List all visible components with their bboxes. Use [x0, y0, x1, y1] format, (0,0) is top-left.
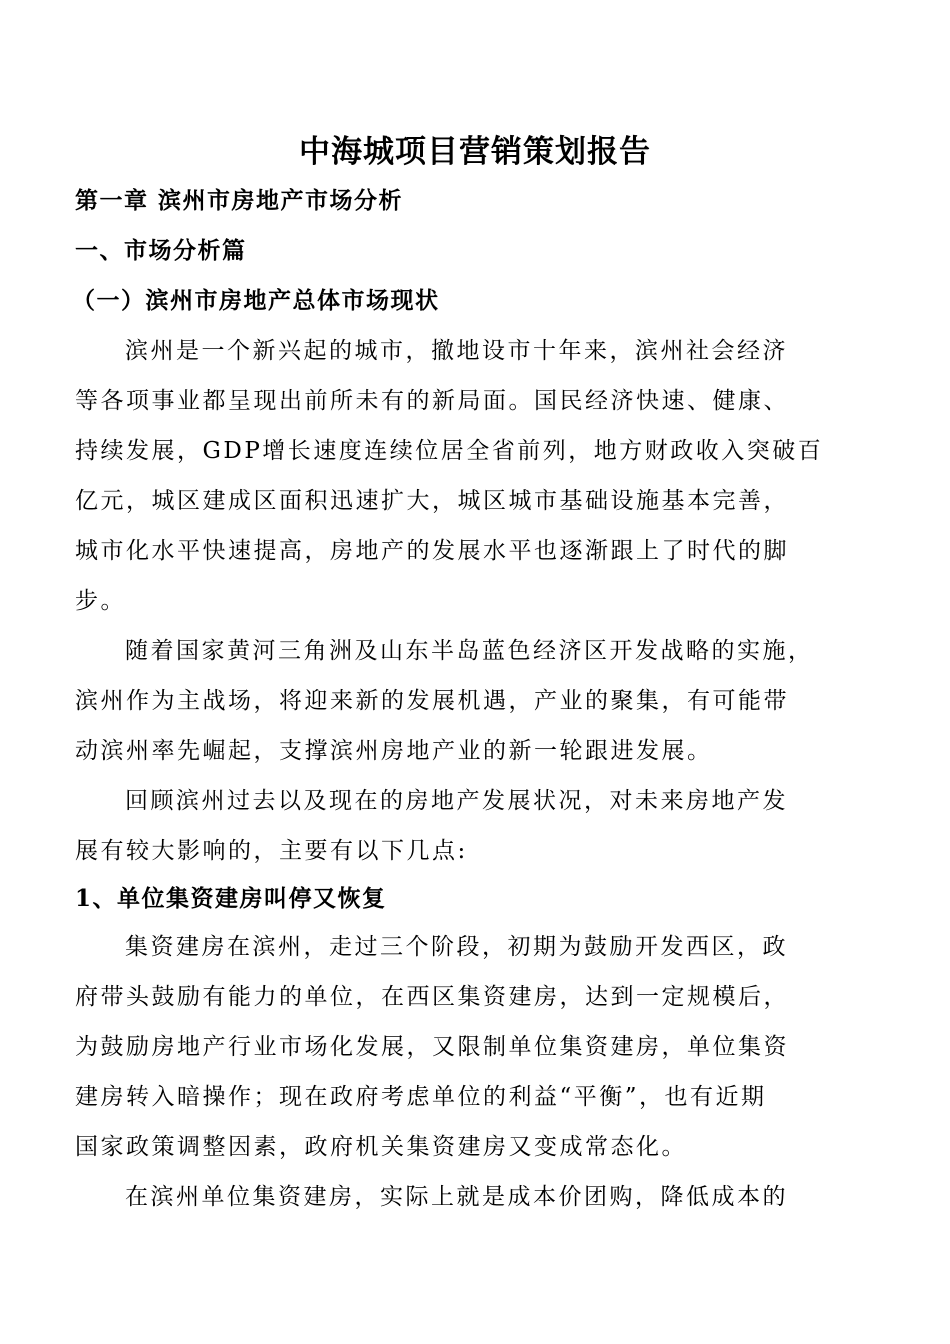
paragraph-group-purchase — [75, 1172, 835, 1222]
paragraph-line: 持续发展，GDP增长速度连续位居全省前列，地方财政收入突破百 — [75, 438, 824, 464]
paragraph-line: 回顾滨州过去以及现在的房地产发展状况，对未来房地产发 — [125, 788, 788, 814]
paragraph-development-strategy — [75, 626, 835, 776]
paragraph-line: 展有较大影响的，主要有以下几点: — [75, 838, 468, 864]
point-heading: 1、单位集资建房叫停又恢复 — [75, 885, 387, 912]
paragraph-review — [75, 776, 835, 876]
section-heading: 一、市场分析篇 — [75, 237, 247, 264]
paragraph-line: 城市化水平快速提高，房地产的发展水平也逐渐跟上了时代的脚 — [75, 538, 789, 564]
paragraph-line: 在滨州单位集资建房，实际上就是成本价团购，降低成本的 — [125, 1184, 788, 1210]
paragraph-market-status — [75, 326, 835, 626]
paragraph-collective-housing — [75, 922, 835, 1172]
paragraph-line: 建房转入暗操作；现在政府考虑单位的利益“平衡”，也有近期 — [75, 1084, 767, 1110]
chapter-heading: 第一章 滨州市房地产市场分析 — [75, 187, 404, 214]
paragraph-line: 动滨州率先崛起，支撑滨州房地产业的新一轮跟进发展。 — [75, 738, 713, 764]
paragraph-line: 随着国家黄河三角洲及山东半岛蓝色经济区开发战略的实施， — [125, 638, 814, 664]
paragraph-line: 等各项事业都呈现出前所未有的新局面。国民经济快速、健康、 — [75, 388, 789, 414]
paragraph-line: 步。 — [75, 588, 126, 614]
paragraph-line: 滨州作为主战场，将迎来新的发展机遇，产业的聚集，有可能带 — [75, 688, 789, 714]
paragraph-line: 为鼓励房地产行业市场化发展，又限制单位集资建房，单位集资 — [75, 1034, 789, 1060]
document-title: 中海城项目营销策划报告 — [299, 134, 651, 170]
paragraph-line: 国家政策调整因素，政府机关集资建房又变成常态化。 — [75, 1134, 687, 1160]
paragraph-line: 亿元，城区建成区面积迅速扩大，城区城市基础设施基本完善， — [75, 488, 789, 514]
paragraph-line: 集资建房在滨州，走过三个阶段，初期为鼓励开发西区，政 — [125, 934, 788, 960]
paragraph-line: 滨州是一个新兴起的城市，撤地设市十年来，滨州社会经济 — [125, 338, 788, 364]
paragraph-line: 府带头鼓励有能力的单位，在西区集资建房，达到一定规模后， — [75, 984, 789, 1010]
subsection-heading: （一）滨州市房地产总体市场现状 — [72, 287, 440, 314]
